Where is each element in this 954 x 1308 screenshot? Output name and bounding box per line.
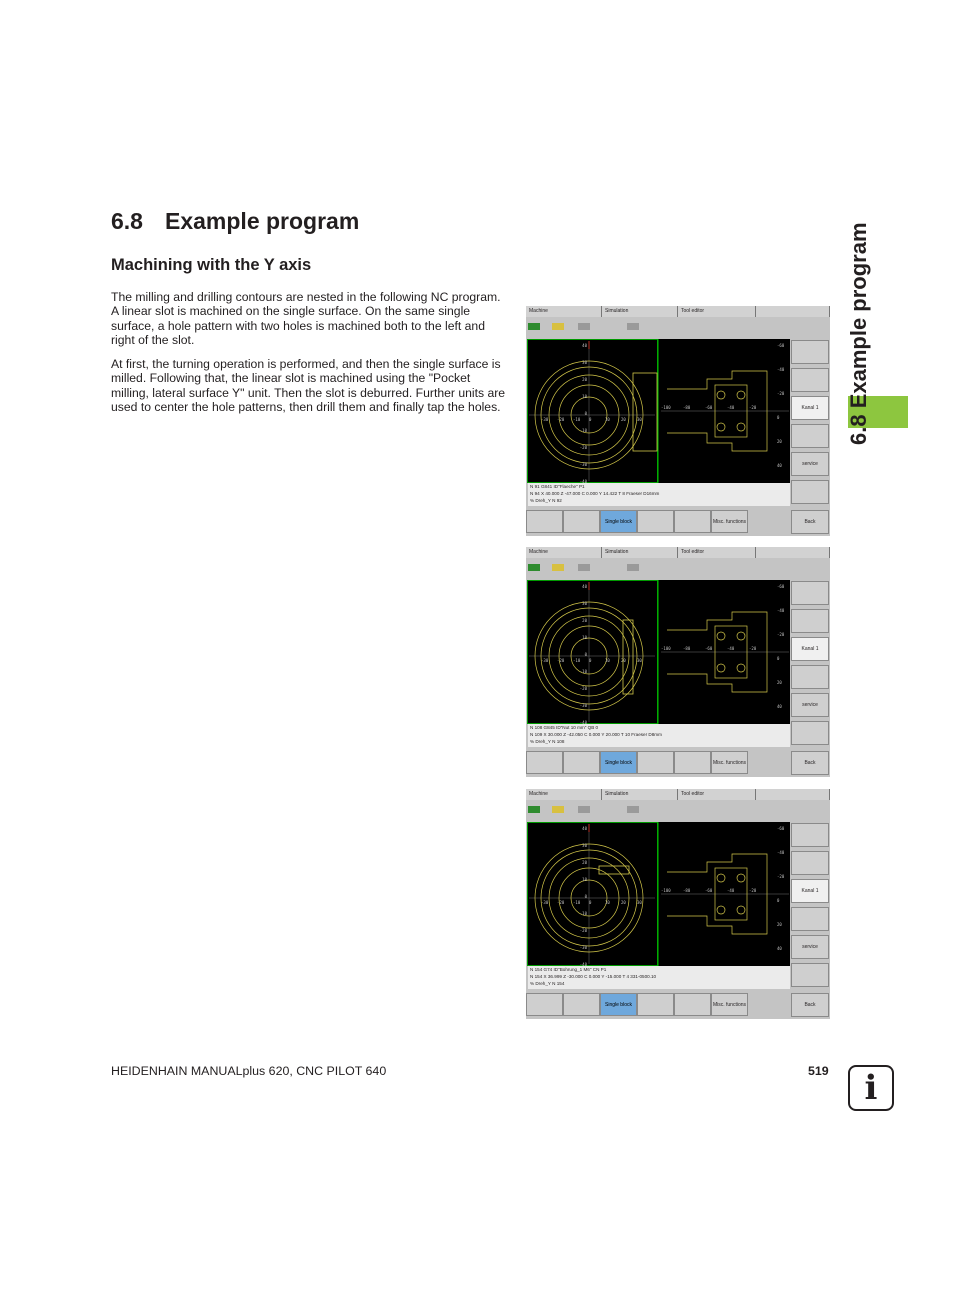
back-button[interactable]: Back [791, 510, 829, 534]
toolbar-icon[interactable] [627, 564, 639, 571]
side-softkey[interactable] [791, 823, 829, 847]
front-x-tick: 20 [621, 900, 626, 905]
simulation-graphic [527, 822, 790, 966]
front-y-tick: 0 [584, 894, 587, 899]
front-y-tick: -30 [579, 462, 587, 467]
side-y-tick: -20 [777, 391, 785, 396]
side-y-tick: 20 [777, 680, 782, 685]
footer-product: HEIDENHAIN MANUALplus 620, CNC PILOT 640 [111, 1064, 387, 1078]
mode-tabs [526, 789, 830, 801]
side-softkey[interactable]: service [791, 452, 829, 476]
toolbar-icon[interactable] [552, 564, 564, 571]
side-x-tick: -40 [727, 405, 735, 410]
back-button[interactable]: Back [791, 751, 829, 775]
front-x-tick: -20 [557, 658, 565, 663]
toolbar-icon[interactable] [578, 806, 590, 813]
front-x-tick: 0 [589, 417, 592, 422]
simulation-view [527, 822, 790, 966]
side-y-tick: -40 [777, 850, 785, 855]
side-softkey[interactable] [791, 424, 829, 448]
side-softkey[interactable] [791, 665, 829, 689]
toolbar [526, 318, 790, 339]
status-panel [528, 966, 790, 989]
side-x-tick: -60 [705, 405, 713, 410]
slot [623, 620, 633, 694]
back-button[interactable]: Back [791, 993, 829, 1017]
softkey[interactable] [563, 751, 600, 774]
mode-tab[interactable] [756, 547, 830, 558]
softkey[interactable]: Misc. functions [711, 751, 748, 774]
side-y-tick: -40 [777, 367, 785, 372]
hole [737, 391, 745, 399]
side-x-tick: -80 [683, 888, 691, 893]
front-x-tick: 30 [637, 658, 642, 663]
front-y-tick: -10 [579, 428, 587, 433]
simulation-graphic [527, 339, 790, 483]
side-softkey[interactable] [791, 480, 829, 504]
front-y-tick: 30 [582, 601, 587, 606]
front-y-tick: -10 [579, 669, 587, 674]
front-y-tick: -30 [579, 703, 587, 708]
side-softkey[interactable]: Kanal 1 [791, 637, 829, 661]
front-y-tick: 20 [582, 377, 587, 382]
toolbar-icon[interactable] [528, 564, 540, 571]
side-softkey[interactable] [791, 581, 829, 605]
front-x-tick: 0 [589, 900, 592, 905]
side-y-tick: 20 [777, 439, 782, 444]
front-y-tick: 20 [582, 618, 587, 623]
softkey[interactable]: Single block [600, 993, 637, 1016]
front-y-tick: -40 [579, 962, 587, 966]
simulation-view [527, 339, 790, 483]
side-softkey[interactable] [791, 340, 829, 364]
side-x-tick: -80 [683, 646, 691, 651]
front-y-tick: -20 [579, 928, 587, 933]
cnc-screenshot [526, 547, 830, 777]
front-x-tick: -10 [573, 900, 581, 905]
toolbar-icon[interactable] [578, 323, 590, 330]
status-line3: % Dreh_Y N 92 [530, 498, 562, 503]
cnc-screenshot [526, 789, 830, 1019]
status-line2: N 94 X 40.000 Z -47.000 C 0.000 Y 14.422 T 8 Fraeser D16mm [530, 491, 660, 496]
section-title: Example program [165, 208, 360, 234]
front-y-tick: -30 [579, 945, 587, 950]
front-x-tick: -20 [557, 900, 565, 905]
section-number: 6.8 [111, 208, 143, 234]
side-softkey[interactable] [791, 609, 829, 633]
softkey[interactable] [674, 510, 711, 533]
mode-tab[interactable]: Tool editor [678, 306, 756, 317]
toolbar-icon[interactable] [578, 564, 590, 571]
side-x-tick: -100 [661, 405, 671, 410]
cnc-screenshot [526, 306, 830, 536]
front-x-tick: 0 [589, 658, 592, 663]
side-x-tick: -20 [749, 405, 757, 410]
subsection-title: Machining with the Y axis [111, 256, 312, 274]
front-x-tick: 10 [605, 417, 610, 422]
side-softkey[interactable] [791, 368, 829, 392]
hole [717, 632, 725, 640]
side-y-tick: -20 [777, 632, 785, 637]
section-heading [111, 208, 359, 235]
front-x-tick: 30 [637, 900, 642, 905]
side-y-tick: 0 [777, 415, 780, 420]
front-y-tick: 20 [582, 860, 587, 865]
paragraph-1: The milling and drilling contours are nested in the following NC program. A linear slot is machined on the single surface. On the same single surface, a hole pattern with two holes is machined both to the left and right of the slot. [111, 290, 501, 348]
side-softkey[interactable] [791, 851, 829, 875]
status-line3: % Dreh_Y N 154 [530, 981, 565, 986]
side-softkey[interactable] [791, 907, 829, 931]
softkey[interactable]: Single block [600, 751, 637, 774]
side-softkey[interactable]: service [791, 693, 829, 717]
front-x-tick: -30 [541, 417, 549, 422]
softkey[interactable]: Single block [600, 510, 637, 533]
hole [737, 423, 745, 431]
front-x-tick: 30 [637, 417, 642, 422]
front-y-tick: 10 [582, 877, 587, 882]
side-x-tick: -60 [705, 888, 713, 893]
hole [737, 906, 745, 914]
side-y-tick: -60 [777, 584, 785, 589]
mode-tab[interactable]: Simulation [602, 547, 678, 558]
mode-tab[interactable]: Machine [526, 789, 602, 800]
softkey[interactable] [674, 751, 711, 774]
status-line2: N 109 X 30.000 Z -42.050 C 0.000 Y 20.000 T 10 Fraeser D8mm [530, 732, 662, 737]
side-softkey[interactable]: Kanal 1 [791, 396, 829, 420]
hole [717, 664, 725, 672]
side-x-tick: -40 [727, 888, 735, 893]
front-x-tick: -20 [557, 417, 565, 422]
softkey[interactable] [637, 510, 674, 533]
mode-tab[interactable]: Tool editor [678, 547, 756, 558]
softkey[interactable] [526, 510, 563, 533]
side-x-tick: -20 [749, 646, 757, 651]
status-panel [528, 724, 790, 747]
side-y-tick: -20 [777, 874, 785, 879]
hole [737, 874, 745, 882]
front-y-tick: 10 [582, 394, 587, 399]
toolbar-icon[interactable] [627, 806, 639, 813]
mode-tab[interactable]: Machine [526, 547, 602, 558]
side-softkey[interactable] [791, 721, 829, 745]
status-line3: % Dreh_Y N 108 [530, 739, 565, 744]
softkey[interactable] [526, 751, 563, 774]
front-y-tick: 30 [582, 360, 587, 365]
paragraph-2: At first, the turning operation is performed, and then the single surface is milled. Following that, the linear slot is machined using the "Pocket milling, lateral surface Y" unit. Then the slot is deburred. Further units are used to center the hole patterns, then drill them and finally tap the holes. [111, 357, 506, 415]
softkey[interactable] [563, 993, 600, 1016]
side-softkey[interactable]: service [791, 935, 829, 959]
side-x-tick: -60 [705, 646, 713, 651]
info-icon [848, 1065, 894, 1111]
chapter-side-title: 6.8 Example program [846, 222, 871, 445]
status-panel [528, 483, 790, 506]
status-line1: N 108 G845 ID"Nut 10 mm" QB 0 [530, 725, 599, 730]
front-y-tick: 30 [582, 843, 587, 848]
softkey[interactable] [637, 751, 674, 774]
simulation-view [527, 580, 790, 724]
mode-tabs [526, 306, 830, 318]
softkey[interactable] [563, 510, 600, 533]
mode-tab[interactable]: Tool editor [678, 789, 756, 800]
hole [717, 906, 725, 914]
softkey[interactable] [674, 993, 711, 1016]
side-x-tick: -100 [661, 646, 671, 651]
status-line1: N 154 G74 ID"Bohrung_1 M6" CN P1 [530, 967, 607, 972]
status-line1: N 91 G841 ID"Flaeche" P1 [530, 484, 585, 489]
front-x-tick: -10 [573, 417, 581, 422]
toolbar-icon[interactable] [552, 806, 564, 813]
softkey[interactable]: Misc. functions [711, 510, 748, 533]
side-y-tick: 40 [777, 704, 782, 709]
toolbar-icon[interactable] [552, 323, 564, 330]
softkey-row [526, 510, 790, 534]
toolbar-icon[interactable] [528, 323, 540, 330]
front-y-tick: 40 [582, 826, 587, 831]
side-y-tick: 0 [777, 656, 780, 661]
side-x-tick: -100 [661, 888, 671, 893]
side-x-tick: -40 [727, 646, 735, 651]
softkey[interactable] [637, 993, 674, 1016]
hole [737, 632, 745, 640]
softkey-row [526, 993, 790, 1017]
mode-tab[interactable] [756, 306, 830, 317]
front-x-tick: -30 [541, 900, 549, 905]
mode-tab[interactable]: Machine [526, 306, 602, 317]
toolbar-icon[interactable] [627, 323, 639, 330]
side-y-tick: -60 [777, 826, 785, 831]
page-number: 519 [808, 1064, 829, 1078]
toolbar [526, 559, 790, 580]
side-y-tick: 0 [777, 898, 780, 903]
softkey-row [526, 751, 790, 775]
side-softkey[interactable]: Kanal 1 [791, 879, 829, 903]
side-y-tick: 40 [777, 946, 782, 951]
toolbar [526, 801, 790, 822]
front-y-tick: -20 [579, 686, 587, 691]
front-x-tick: 10 [605, 900, 610, 905]
front-x-tick: 20 [621, 417, 626, 422]
softkey[interactable]: Misc. functions [711, 993, 748, 1016]
info-icon-letter: i [864, 1068, 878, 1108]
front-y-tick: 0 [584, 652, 587, 657]
front-y-tick: -10 [579, 911, 587, 916]
front-y-tick: 0 [584, 411, 587, 416]
front-y-tick: -40 [579, 720, 587, 724]
mode-tab[interactable]: Simulation [602, 306, 678, 317]
hole [737, 664, 745, 672]
side-x-tick: -20 [749, 888, 757, 893]
side-y-tick: 20 [777, 922, 782, 927]
front-y-tick: 40 [582, 343, 587, 348]
front-y-tick: -40 [579, 479, 587, 483]
hole [717, 874, 725, 882]
front-y-tick: 10 [582, 635, 587, 640]
front-x-tick: 10 [605, 658, 610, 663]
front-x-tick: -10 [573, 658, 581, 663]
softkey[interactable] [526, 993, 563, 1016]
side-y-tick: -40 [777, 608, 785, 613]
hole [717, 391, 725, 399]
hole [717, 423, 725, 431]
side-softkey[interactable] [791, 963, 829, 987]
side-x-tick: -80 [683, 405, 691, 410]
status-line2: N 154 X 36.999 Z -30.000 C 0.000 Y -15.000 T 4 331-0500.10 [530, 974, 657, 979]
front-y-tick: -20 [579, 445, 587, 450]
simulation-graphic [527, 580, 790, 724]
side-y-tick: 40 [777, 463, 782, 468]
front-y-tick: 40 [582, 584, 587, 589]
toolbar-icon[interactable] [528, 806, 540, 813]
mode-tabs [526, 547, 830, 559]
mode-tab[interactable]: Simulation [602, 789, 678, 800]
front-x-tick: -30 [541, 658, 549, 663]
front-x-tick: 20 [621, 658, 626, 663]
mode-tab[interactable] [756, 789, 830, 800]
side-y-tick: -60 [777, 343, 785, 348]
